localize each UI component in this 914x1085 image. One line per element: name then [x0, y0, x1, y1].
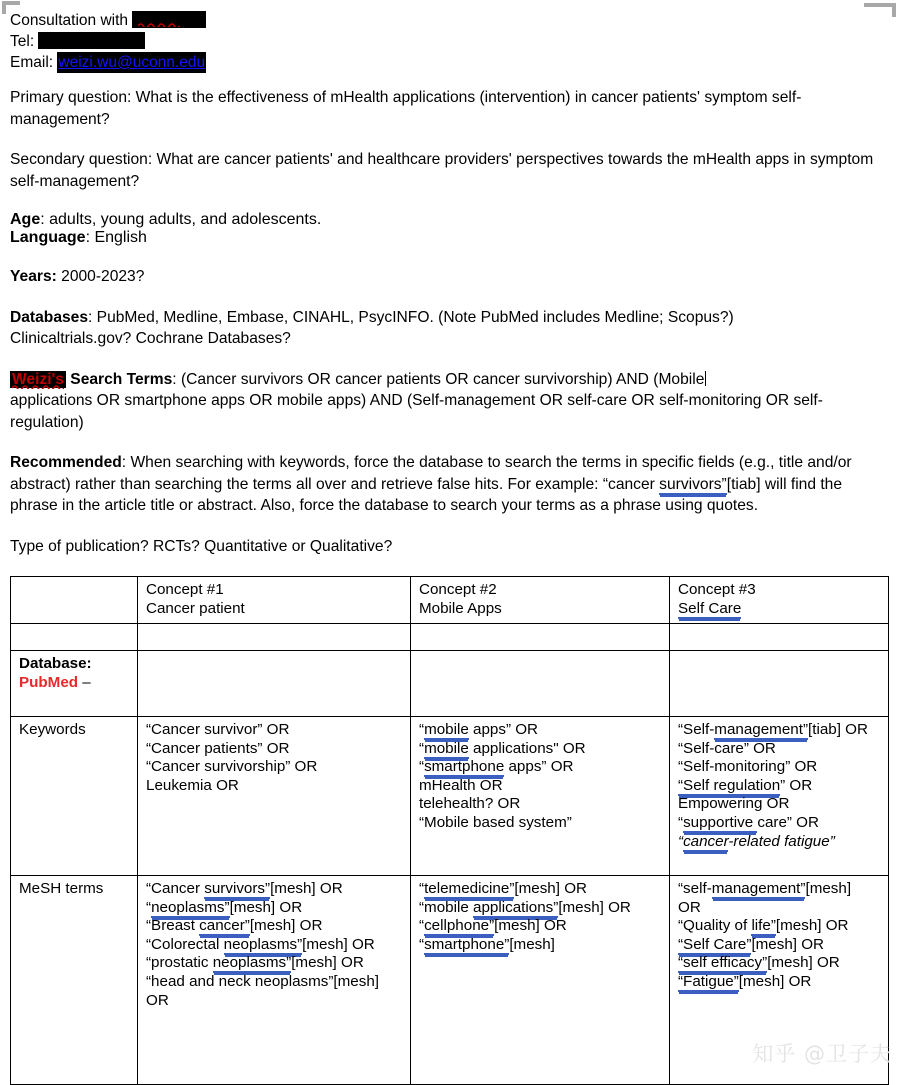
spellcheck-word: telemedicine”: [424, 880, 515, 897]
spellcheck-word: “Self Care”: [678, 935, 752, 953]
primary-question: Primary question: What is the effectiveness of mHealth applications (intervention) in cancer patients' symptom self-management?: [10, 89, 802, 128]
search-terms-owner: [10, 371, 66, 388]
list-item: Leukemia OR: [146, 776, 239, 794]
recommended-block: [10, 452, 885, 517]
consultation-label: Consultation with: [10, 12, 129, 29]
concept3-line2: [678, 600, 882, 619]
list-item: “Cancer patients” OR: [146, 739, 290, 757]
list-item: “mobile applications" OR: [419, 739, 586, 757]
spellcheck-squiggle-icon: [138, 22, 180, 27]
email-label: Email:: [10, 54, 54, 71]
list-item: mHealth OR: [419, 776, 503, 794]
spacer-cell-1: [11, 624, 138, 651]
database-cell-concept2: [411, 651, 670, 717]
years-value: 2000-2023?: [56, 268, 145, 285]
database-cell-concept1: [138, 651, 411, 717]
keywords-cell-concept2: [411, 717, 670, 876]
search-terms-owner-text: Weizi's: [12, 370, 64, 388]
list-item: “Self-monitoring” OR: [678, 758, 818, 776]
list-item: “Cancer survivorship” OR: [146, 758, 318, 776]
list-item: “Cancer survivor” OR: [146, 721, 290, 738]
list-item: OR: [678, 898, 701, 916]
contact-block: [10, 10, 896, 73]
spellcheck-word: survivors”: [204, 880, 271, 897]
header-cell-concept1: [138, 577, 411, 624]
spacer-cell-3: [411, 624, 670, 651]
databases-block: [10, 307, 885, 350]
spellcheck-word: cancer: [683, 832, 729, 850]
age-line: [10, 211, 896, 229]
mesh-label-cell: MeSH terms: [11, 876, 138, 1085]
concept2-line1: Concept #2: [419, 581, 497, 598]
list-item: “head and neck neoplasms”[mesh]: [146, 972, 380, 990]
spellcheck-word: mobile: [424, 739, 469, 757]
list-item: “cellphone”[mesh] OR: [419, 917, 567, 935]
keywords-label-cell: Keywords: [11, 717, 138, 876]
databases-label: Databases: [10, 308, 89, 326]
concept-table: [10, 576, 889, 1085]
spellcheck-word: cellphone”: [424, 917, 495, 935]
mesh-cell-concept2: [411, 876, 670, 1085]
redacted-name: [132, 11, 206, 28]
recommended-label: Recommended: [10, 454, 122, 471]
spellcheck-word: neoplasms”: [212, 954, 292, 972]
spacer-cell-2: [138, 624, 411, 651]
databases-value: : PubMed, Medline, Embase, CINAHL, PsycINFO. (Note PubMed includes Medline; Scopus?): [88, 308, 734, 326]
spellcheck-word: smartphone: [424, 758, 505, 776]
years-label: Years:: [10, 268, 57, 285]
language-line: [10, 229, 896, 247]
spellcheck-word: management”: [711, 880, 806, 897]
list-item: “Self-care” OR: [678, 739, 776, 757]
list-item: “Quality of life”[mesh] OR: [678, 917, 849, 935]
list-item: “Breast cancer”[mesh] OR: [146, 917, 323, 935]
database-label: Database:: [19, 655, 92, 672]
tel-line: [10, 31, 896, 52]
spellcheck-word: supportive: [683, 813, 758, 831]
redacted-tel: [38, 32, 145, 49]
database-name-suffix: –: [78, 673, 91, 691]
database-label-cell: [11, 651, 138, 717]
database-name-line: [19, 674, 131, 693]
publication-type-line: Type of publication? RCTs? Quantitative or Qualitative?: [10, 537, 393, 555]
crop-corner-top-left-icon: [2, 1, 20, 14]
spellcheck-word: neoplasms”: [223, 935, 303, 953]
spellcheck-word: applications”: [473, 898, 559, 916]
database-name: PubMed: [19, 673, 79, 691]
concept1-line1: Concept #1: [146, 581, 224, 598]
list-item: “Self Care”[mesh] OR: [678, 935, 825, 953]
list-item: “Fatigue”[mesh] OR: [678, 972, 812, 990]
header-cell-blank: [11, 577, 138, 624]
list-item: “smartphone apps” OR: [419, 758, 574, 776]
list-item: “self efficacy”[mesh] OR: [678, 954, 840, 972]
spellcheck-word: “Self regulation: [678, 776, 781, 794]
secondary-question: Secondary question: What are cancer patients' and healthcare providers' perspectives towards the mHealth apps in symptom self-management?: [10, 151, 874, 190]
age-value: : adults, young adults, and adolescents.: [40, 211, 322, 228]
list-item: “Self regulation” OR: [678, 776, 813, 794]
text-caret: [705, 371, 706, 386]
consultation-line: [10, 10, 896, 31]
watermark: 知乎 @卫子夫: [752, 1042, 892, 1066]
list-item: “Self-management”[tiab] OR: [678, 721, 868, 738]
tel-label: Tel:: [10, 33, 35, 50]
list-item: “Cancer survivors”[mesh] OR: [146, 880, 343, 897]
header-cell-concept2: [411, 577, 670, 624]
search-terms-value-b: applications OR smartphone apps OR mobile apps) AND (Self-management OR self-care OR self-monitoring OR self-regulation): [10, 392, 823, 431]
spellcheck-word-survivors: survivors”: [659, 475, 727, 493]
list-item: “cancer-related fatigue”: [678, 832, 835, 850]
keywords-cell-concept3: [670, 717, 889, 876]
spellcheck-squiggle-icon: [12, 384, 64, 389]
list-item: “mobile applications”[mesh] OR: [419, 898, 631, 916]
email-line: [10, 52, 896, 73]
age-label: Age: [10, 211, 41, 228]
table-row-database: [11, 651, 889, 717]
table-row-keywords: [11, 717, 889, 876]
table-row-spacer: [11, 624, 889, 651]
list-item: “mobile apps” OR: [419, 721, 539, 738]
spellcheck-word: neoplasms”: [151, 898, 230, 916]
concept2-line2: Mobile Apps: [419, 599, 502, 617]
list-item: telehealth? OR: [419, 795, 521, 813]
spellcheck-word: “Fatigue”: [678, 972, 739, 990]
list-item: “telemedicine”[mesh] OR: [419, 880, 587, 897]
search-terms-value-a: : (Cancer survivors OR cancer patients OR cancer survivorship) AND (Mobile: [172, 370, 705, 388]
spellcheck-word: smartphone”: [424, 935, 510, 953]
keywords-cell-concept1: [138, 717, 411, 876]
list-item: “neoplasms”[mesh] OR: [146, 898, 303, 916]
table-row-header: [11, 577, 889, 624]
list-item: “smartphone”[mesh]: [419, 935, 555, 953]
years-line: [10, 266, 885, 288]
criteria-block: [10, 211, 896, 247]
search-terms-label: Search Terms: [70, 370, 173, 388]
header-cell-concept3: [670, 577, 889, 624]
concept1-line2: Cancer patient: [146, 599, 245, 617]
list-item: “prostatic neoplasms”[mesh] OR: [146, 954, 364, 972]
language-label: Language: [10, 229, 86, 246]
mesh-cell-concept1: [138, 876, 411, 1085]
search-terms-block: [10, 369, 885, 434]
list-item: Empowering OR: [678, 795, 790, 813]
spacer-cell-4: [670, 624, 889, 651]
concept3-line1: Concept #3: [678, 581, 756, 598]
list-item: “Mobile based system”: [419, 813, 572, 831]
email-link[interactable]: weizi.wu@uconn.edu: [58, 54, 206, 71]
crop-corner-top-right-icon: [864, 3, 896, 17]
spellcheck-word: mobile: [424, 721, 469, 738]
database-cell-concept3: [670, 651, 889, 717]
spellcheck-word: “self efficacy”: [678, 954, 768, 972]
spellcheck-word: cancer”: [199, 917, 250, 935]
recommended-text-a: : When searching with keywords, force the database to search the terms in specific fields (e.g., title and/or abstract) rather than searching the terms all over and retrieve false hits. For example: “cancer: [10, 454, 852, 493]
list-item: “Colorectal neoplasms”[mesh] OR: [146, 935, 375, 953]
recommended-text-b: [tiab] will find the phrase in the article title or abstract. Also, force the database to search your terms as a phrase using quotes.: [10, 475, 843, 514]
list-item: OR: [146, 991, 169, 1009]
concept3-line2-text: Self Care: [678, 599, 742, 617]
databases-value-2: Clinicaltrials.gov? Cochrane Databases?: [10, 330, 291, 347]
language-value: : English: [85, 229, 147, 246]
list-item: “self-management”[mesh]: [678, 880, 852, 897]
spellcheck-word: management”: [714, 721, 809, 738]
list-item: “supportive care” OR: [678, 813, 819, 831]
spellcheck-word: life”: [751, 917, 776, 935]
